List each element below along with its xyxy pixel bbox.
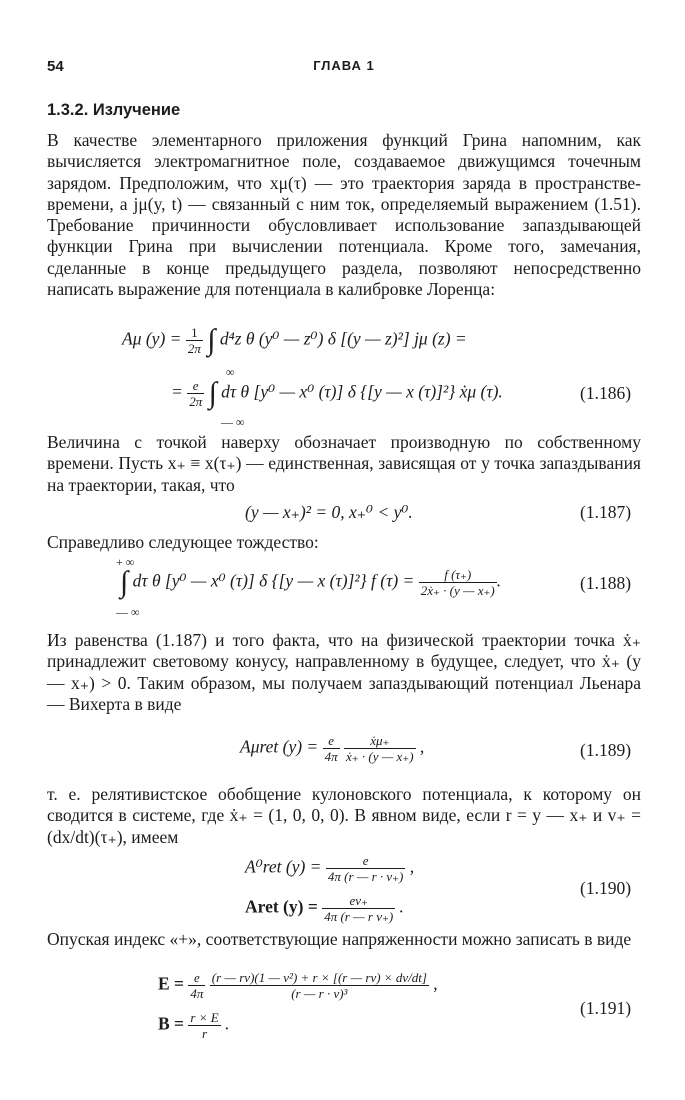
equation-1-191-E: E = $\frac{e}{4\pi}$ $\frac{\text{(r — rv)(1 — v²) + r × [(r — rv) × dv/dt]}}{\text{(r — r · v)³}}$ , — [158, 970, 438, 1001]
integral-upper-limit: + ∞ — [116, 555, 135, 569]
fraction: $\frac{ev_+}{\text{4π (r — r v₊)}}$ — [324, 893, 394, 924]
integral-sign: ∫ — [120, 565, 129, 599]
integral-sign: ∫ — [207, 323, 216, 357]
equation-1-190-a: A⁰ret (y) = $\frac{e}{4\pi (r — r \cdot v_+)}$ , — [245, 853, 415, 884]
fraction: $\frac{f (\tau_+)}{\text{2ẋ₊ · (y — x₊)}}$ — [420, 567, 495, 598]
equation-number-1-188: (1.188) — [580, 573, 632, 593]
page-number: 54 — [47, 58, 64, 75]
equation-number-1-191: (1.191) — [580, 998, 632, 1018]
integral-lower-limit: — ∞ — [221, 415, 245, 429]
equation-1-188: ∫ dτ θ [y⁰ — x⁰ (τ)] δ {[y — x (τ)]²} f (τ) = $\frac{f (\tau_+)}{\text{2ẋ₊ · (y — x₊)}}$ . — [120, 565, 502, 599]
paragraph-3: Справедливо следующее тождество: — [47, 532, 319, 552]
fraction: $\frac{e}{4\pi}$ — [324, 733, 338, 764]
paragraph-1: В качестве элементарного приложения функций Грина напомним, как вычисляется электромагнитное поле, создаваемое движущимся точечным зарядом. Предположим, что xμ(τ) — это траектория заряда в пространстве-времени, а jμ(y, t) — связанный с ним ток, определяемый выражением (1.51). Требование причинности обусловливает использование запаздывающей функции Грина при вычислении потенциала. Кроме того, замечания, сделанные в конце предыдущего раздела, позволяют непосредственно написать выражение для потенциала в калибровке Лоренца: — [47, 130, 641, 300]
equation-1-186-line-2: = $\frac{e}{2\pi}$ ∫ dτ θ [y⁰ — x⁰ (τ)] δ {[y — x (τ)]²} ẋμ (τ). — [171, 376, 503, 410]
section-title: 1.3.2. Излучение — [47, 101, 181, 119]
equation-number-1-189: (1.189) — [580, 740, 632, 760]
equation-number-1-187: (1.187) — [580, 502, 632, 522]
equation-1-191-B: B = $\frac{r \times E}{r}$ . — [158, 1010, 230, 1041]
paragraph-2: Величина с точкой наверху обозначает производную по собственному времени. Пусть x₊ ≡ x(τ₊) — единственная, зависящая от y точка запаздывания на траектории, такая, что — [47, 432, 641, 495]
paragraph-4: Из равенства (1.187) и того факта, что на физической траектории точка ẋ₊ принадлежит световому конусу, направленному в будущее, следует, что ẋ₊ (y — x₊) > 0. Таким образом, мы получаем запаздывающий потенциал Льенара — Вихерта в виде — [47, 630, 641, 714]
equation-1-189: Aμret (y) = $\frac{e}{4\pi}$ $\frac{\text{ẋμ₊}}{\text{ẋ₊ · (y — x₊)}}$ , — [240, 733, 425, 764]
equation-number-1-190: (1.190) — [580, 878, 632, 898]
integral-sign: ∫ — [208, 376, 217, 410]
equation-1-187: (y — x₊)² = 0, x₊⁰ < y⁰. — [245, 502, 413, 522]
paragraph-6: Опуская индекс «+», соответствующие напряженности можно записать в виде — [47, 929, 632, 949]
fraction: $\frac{e}{4\pi}$ — [190, 970, 204, 1001]
integral-lower-limit: — ∞ — [116, 605, 140, 619]
equation-1-186-line-1: Aμ (y) = $\frac{1}{2\pi}$ ∫ d⁴z θ (y⁰ — z⁰) δ [(y — z)²] jμ (z) = — [122, 323, 467, 357]
integral-upper-limit: ∞ — [226, 365, 235, 379]
fraction: $\frac{\text{ẋμ₊}}{\text{ẋ₊ · (y — x₊)}}$ — [346, 733, 414, 764]
equation-number-1-186: (1.186) — [580, 383, 632, 403]
fraction: $\frac{r \times E}{r}$ — [190, 1010, 219, 1041]
paragraph-5: т. е. релятивистское обобщение кулоновского потенциала, к которому он сводится в системе, где ẋ₊ = (1, 0, 0, 0). В явном виде, если r = y — x₊ и v₊ = (dx/dt)(τ₊), имеем — [47, 784, 641, 847]
fraction: $\frac{e}{2\pi}$ — [189, 378, 203, 409]
running-head: ГЛАВА 1 — [313, 58, 375, 73]
fraction: $\frac{1}{2\pi}$ — [187, 325, 201, 356]
fraction: $\frac{\text{(r — rv)(1 — v²) + r × [(r — rv) × dv/dt]}}{\text{(r — r · v)³}}$ — [211, 970, 427, 1001]
fraction: $\frac{e}{4\pi (r — r \cdot v_+)}$ — [327, 853, 404, 884]
page-header — [47, 58, 641, 82]
equation-1-190-b: Aret (y) = $\frac{ev_+}{\text{4π (r — r v₊)}}$ . — [245, 893, 404, 924]
